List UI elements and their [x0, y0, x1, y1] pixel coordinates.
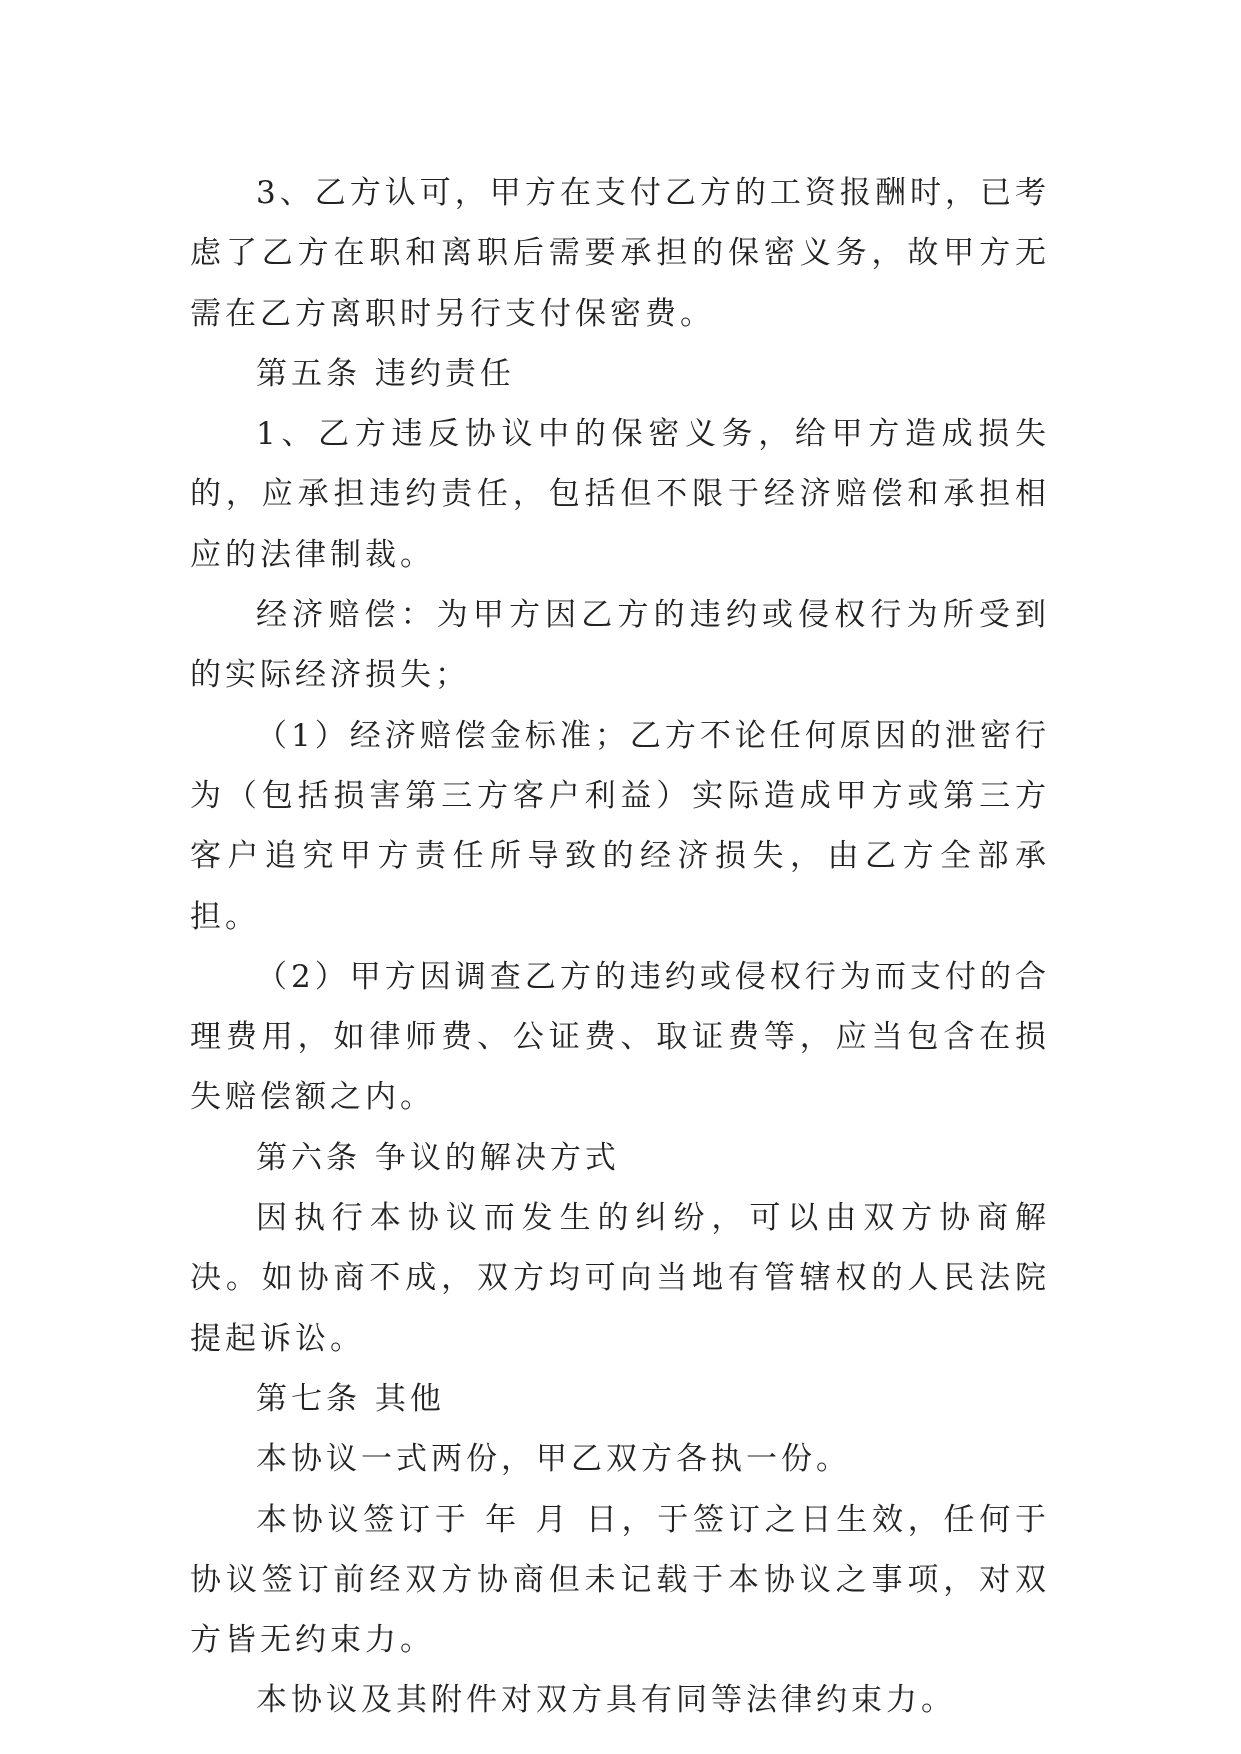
heading-article-5: 第五条 违约责任 [256, 355, 515, 392]
paragraph-clause-5-1: 1、乙方违反协议中的保密义务，给甲方造成损失的，应承担违约责任，包括但不限于经济赔偿和承担相应的法律制裁。 [190, 416, 1050, 573]
paragraph-dispute-resolution: 因执行本协议而发生的纠纷，可以由双方协商解决。如协商不成，双方均可向当地有管辖权的人民法院提起诉讼。 [190, 1200, 1050, 1357]
heading-article-6: 第六条 争议的解决方式 [256, 1139, 620, 1176]
paragraph-clause-4-3: 3、乙方认可，甲方在支付乙方的工资报酬时，已考虑了乙方在职和离职后需要承担的保密义务，故甲方无需在乙方离职时另行支付保密费。 [190, 175, 1050, 332]
paragraph-economic-compensation: 经济赔偿：为甲方因乙方的违约或侵权行为所受到的实际经济损失； [190, 597, 1050, 694]
paragraph-copies: 本协议一式两份，甲乙双方各执一份。 [256, 1441, 851, 1478]
heading-article-7: 第七条 其他 [256, 1380, 445, 1417]
document-body [190, 163, 1050, 1731]
paragraph-binding-force: 本协议及其附件对双方具有同等法律约束力。 [256, 1682, 956, 1719]
paragraph-investigation-costs: （2）甲方因调查乙方的违约或侵权行为而支付的合理费用，如律师费、公证费、取证费等，应当包含在损失赔偿额之内。 [190, 958, 1050, 1116]
paragraph-compensation-standard: （1）经济赔偿金标准；乙方不论任何原因的泄密行为（包括损害第三方客户利益）实际造成甲方或第三方客户追究甲方责任所导致的经济损失，由乙方全部承担。 [190, 717, 1050, 935]
paragraph-effective-date: 本协议签订于 年 月 日，于签订之日生效，任何于协议签订前经双方协商但未记载于本协议之事项，对双方皆无约束力。 [190, 1501, 1050, 1659]
